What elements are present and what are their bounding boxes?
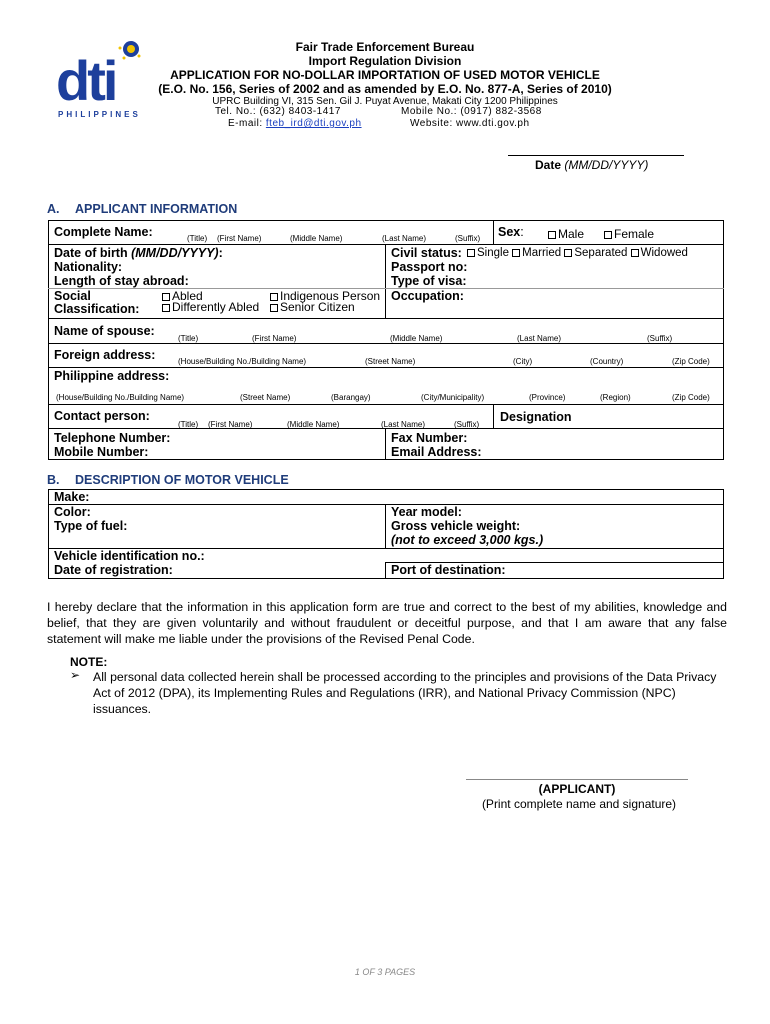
spouse-middle-hint[interactable]: (Middle Name) bbox=[390, 334, 443, 343]
name-title-hint[interactable]: (Title) bbox=[187, 234, 208, 243]
note-text: All personal data collected herein shall be processed according to the principles and provisions of the Data Privacy Act of 2012 (DPA), its Implementing Rules and Regulations (IRR), and National Privacy Commission (NPC) issuances. bbox=[93, 670, 717, 716]
visa-label: Type of visa: bbox=[391, 274, 467, 288]
name-suffix-hint[interactable]: (Suffix) bbox=[455, 234, 481, 243]
occupation-label: Occupation: bbox=[391, 289, 464, 303]
mobile-label: Mobile Number: bbox=[54, 445, 149, 459]
indigenous-label: Indigenous Person bbox=[280, 289, 381, 303]
note-heading: NOTE: bbox=[70, 655, 108, 669]
page-number: 1 OF 3 PAGES bbox=[354, 967, 416, 977]
contact-middle-hint[interactable]: (Middle Name) bbox=[287, 420, 340, 429]
date-label: Date bbox=[535, 158, 562, 172]
foreign-country-hint[interactable]: (Country) bbox=[590, 357, 624, 366]
ph-barangay-hint[interactable]: (Barangay) bbox=[331, 393, 371, 402]
foreign-street-hint[interactable]: (Street Name) bbox=[365, 357, 416, 366]
mobile-number: Mobile No.: (0917) 882-3568 bbox=[401, 106, 542, 117]
sex-colon: : bbox=[520, 225, 524, 239]
signature-instruction: (Print complete name and signature) bbox=[481, 797, 677, 811]
section-a-title: APPLICANT INFORMATION bbox=[75, 202, 238, 216]
female-label: Female bbox=[614, 227, 655, 241]
website: Website: www.dti.gov.ph bbox=[410, 118, 530, 129]
ph-street-hint[interactable]: (Street Name) bbox=[240, 393, 291, 402]
contact-person-label: Contact person: bbox=[54, 409, 150, 423]
date-line[interactable] bbox=[508, 155, 684, 156]
section-b-title: DESCRIPTION OF MOTOR VEHICLE bbox=[75, 473, 289, 487]
separated-label: Separated bbox=[574, 247, 628, 259]
differently-abled-checkbox[interactable] bbox=[162, 304, 170, 312]
contact-first-hint[interactable]: (First Name) bbox=[208, 420, 253, 429]
telephone-label: Telephone Number: bbox=[54, 431, 171, 445]
year-model-label: Year model: bbox=[391, 505, 462, 519]
declaration-text: I hereby declare that the information in this application form are true and correct to the best of my abilities, knowledge and belief, that they are given voluntarily and without fraudulent or deceitful purpose, and that I am aware that any false statement will make me liable under the provisions of the Revised Penal Code. bbox=[47, 600, 727, 646]
dob-colon: : bbox=[218, 246, 223, 260]
email-label: E-mail: bbox=[228, 118, 266, 129]
signature-line[interactable] bbox=[466, 779, 688, 780]
single-checkbox[interactable] bbox=[467, 249, 475, 257]
classification-label: Classification: bbox=[54, 302, 140, 316]
spouse-last-hint[interactable]: (Last Name) bbox=[517, 334, 562, 343]
complete-name-label: Complete Name: bbox=[54, 225, 153, 239]
passport-label: Passport no: bbox=[391, 260, 468, 274]
spouse-title-hint[interactable]: (Title) bbox=[178, 334, 199, 343]
ph-province-hint[interactable]: (Province) bbox=[529, 393, 566, 402]
name-last-hint[interactable]: (Last Name) bbox=[382, 234, 427, 243]
color-label: Color: bbox=[54, 505, 91, 519]
length-stay-label: Length of stay abroad: bbox=[54, 274, 189, 288]
senior-citizen-checkbox[interactable] bbox=[270, 304, 278, 312]
logo-country: PHILIPPINES bbox=[58, 110, 141, 119]
form-subtitle: (E.O. No. 156, Series of 2002 and as amended by E.O. No. 877-A, Series of 2010) bbox=[158, 82, 612, 96]
foreign-address-label: Foreign address: bbox=[54, 348, 156, 362]
email-link[interactable]: fteb_ird@dti.gov.ph bbox=[265, 118, 362, 129]
port-label: Port of destination: bbox=[391, 563, 506, 577]
dti-logo bbox=[56, 40, 146, 120]
note-bullet: ➢ bbox=[70, 668, 81, 682]
registration-label: Date of registration: bbox=[54, 563, 173, 577]
spouse-label: Name of spouse: bbox=[54, 324, 155, 338]
section-a-letter: A. bbox=[47, 202, 60, 216]
dti-wordmark: dti bbox=[56, 49, 116, 112]
bureau-name: Fair Trade Enforcement Bureau bbox=[295, 40, 475, 54]
ph-region-hint[interactable]: (Region) bbox=[600, 393, 631, 402]
female-checkbox[interactable] bbox=[604, 231, 612, 239]
senior-citizen-label: Senior Citizen bbox=[280, 300, 355, 314]
designation-label: Designation bbox=[500, 410, 572, 424]
name-middle-hint[interactable]: (Middle Name) bbox=[290, 234, 343, 243]
separated-checkbox[interactable] bbox=[564, 249, 572, 257]
contact-suffix-hint[interactable]: (Suffix) bbox=[454, 420, 480, 429]
dob-format: (MM/DD/YYYY) bbox=[131, 246, 219, 260]
civil-status-label: Civil status: bbox=[391, 246, 462, 260]
name-first-hint[interactable]: (First Name) bbox=[217, 234, 262, 243]
make-label: Make: bbox=[54, 490, 90, 504]
date-format: (MM/DD/YYYY) bbox=[564, 158, 649, 172]
widowed-label: Widowed bbox=[640, 247, 688, 259]
ph-address-label: Philippine address: bbox=[54, 369, 170, 383]
gross-weight-label: Gross vehicle weight: bbox=[391, 519, 521, 533]
male-checkbox[interactable] bbox=[548, 231, 556, 239]
fuel-label: Type of fuel: bbox=[54, 519, 128, 533]
foreign-city-hint[interactable]: (City) bbox=[513, 357, 533, 366]
sex-label: Sex bbox=[498, 225, 521, 239]
section-b-letter: B. bbox=[47, 473, 60, 487]
email-address-label: Email Address: bbox=[391, 445, 482, 459]
dob-label: Date of birth bbox=[54, 246, 128, 260]
ph-city-hint[interactable]: (City/Municipality) bbox=[421, 393, 485, 402]
ph-zip-hint[interactable]: (Zip Code) bbox=[672, 393, 710, 402]
spouse-suffix-hint[interactable]: (Suffix) bbox=[647, 334, 673, 343]
single-label: Single bbox=[477, 247, 509, 259]
widowed-checkbox[interactable] bbox=[631, 249, 639, 257]
ph-house-hint[interactable]: (House/Building No./Building Name) bbox=[56, 393, 185, 402]
applicant-role: (APPLICANT) bbox=[538, 782, 616, 796]
social-label: Social bbox=[54, 289, 91, 303]
married-checkbox[interactable] bbox=[512, 249, 520, 257]
differently-abled-label: Differently Abled bbox=[172, 300, 260, 314]
weight-note: (not to exceed 3,000 kgs.) bbox=[391, 533, 544, 547]
married-label: Married bbox=[522, 247, 562, 259]
contact-title-hint[interactable]: (Title) bbox=[178, 420, 199, 429]
contact-last-hint[interactable]: (Last Name) bbox=[381, 420, 426, 429]
foreign-zip-hint[interactable]: (Zip Code) bbox=[672, 357, 710, 366]
nationality-label: Nationality: bbox=[54, 260, 123, 274]
male-label: Male bbox=[558, 227, 585, 241]
division-name: Import Regulation Division bbox=[308, 54, 462, 68]
office-address: UPRC Building VI, 315 Sen. Gil J. Puyat Avenue, Makati City 1200 Philippines bbox=[212, 96, 558, 107]
fax-label: Fax Number: bbox=[391, 431, 468, 445]
abled-label: Abled bbox=[172, 289, 203, 303]
spouse-first-hint[interactable]: (First Name) bbox=[252, 334, 297, 343]
form-title: APPLICATION FOR NO-DOLLAR IMPORTATION OF USED MOTOR VEHICLE bbox=[170, 68, 600, 82]
vin-label: Vehicle identification no.: bbox=[54, 549, 205, 563]
foreign-house-hint[interactable]: (House/Building No./Building Name) bbox=[178, 357, 307, 366]
tel-number: Tel. No.: (632) 8403-1417 bbox=[215, 106, 341, 117]
